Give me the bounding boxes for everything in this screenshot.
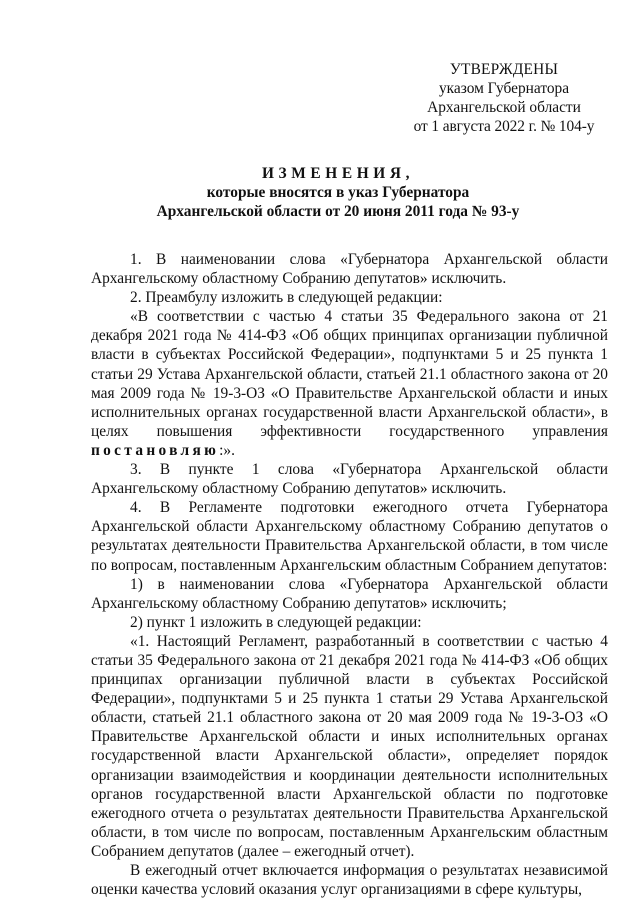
document-heading xyxy=(90,164,586,221)
paragraph-item-4: 4. В Регламенте подготовки ежегодного отчета Губернатора Архангельской области Архангельскому областному Собранию депутатов о результатах деятельности Правительства Архангельской области, в том числе по вопросам, поставленным Архангельским областным Собранием депутатов: xyxy=(91,499,608,574)
document-subtitle-line2: Архангельской области от 20 июня 2011 года № 93-у xyxy=(156,203,520,220)
approval-stamp xyxy=(399,60,609,136)
document-subtitle-line1: которые вносятся в указ Губернатора xyxy=(206,184,470,201)
paragraph-annual-report: В ежегодный отчет включается информация о результатах независимой оценки качества условий оказания услуг организациями в сфере культуры, xyxy=(91,862,608,899)
document-body xyxy=(91,250,608,899)
paragraph-item-1: 1. В наименовании слова «Губернатора Архангельской области Архангельскому областному Собранию депутатов» исключить. xyxy=(91,251,608,288)
paragraph-subitem-2: 2) пункт 1 изложить в следующей редакции: xyxy=(130,613,422,631)
paragraph-regulation-text: «1. Настоящий Регламент, разработанный в соответствии с частью 4 статьи 35 Федерального закона от 21 декабря 2021 года № 414-ФЗ «Об общих принципах организации публичной власти в субъектах Российской Федерации», подпунктами 5 и 25 пункта 1 статьи 29 Устава Архангельской области, статьей 21.1 областного закона от 20 мая 2009 года № 19-3-ОЗ «О Правительстве Архангельской области и иных исполнительных органах государственной власти Архангельской области», определяет порядок организации взаимодействия и координации деятельности исполнительных органов государственной власти Архангельской области по подготовке ежегодного отчета о результатах деятельности Правительства Архангельской области, в том числе по вопросам, поставленным Архангельским областным Собранием депутатов (далее – ежегодный отчет). xyxy=(91,632,608,860)
paragraph-subitem-1: 1) в наименовании слова «Губернатора Архангельской области Архангельскому областному Собранию депутатов» исключить; xyxy=(91,575,608,612)
preamble-text: «В соответствии с частью 4 статьи 35 Федерального закона от 21 декабря 2021 года № 414-ФЗ «Об общих принципах организации публичной власти в субъектах Российской Федерации», подпунктами 5 и 25 пункта 1 статьи 29 Устава Архангельской области, статьей 21.1 областного закона от 20 мая 2009 года № 19-3-ОЗ «О Правительстве Архангельской области и иных исполнительных органах государственной власти Архангельской области», в целях повышения эффективности государственного управления xyxy=(91,308,608,440)
approval-issuer: указом Губернатора xyxy=(438,80,570,97)
document-title: ИЗМЕНЕНИЯ, xyxy=(261,165,415,182)
approval-date: от 1 августа 2022 г. № 104-у xyxy=(413,118,595,135)
approval-region: Архангельской области xyxy=(427,99,581,116)
paragraph-item-2: 2. Преамбулу изложить в следующей редакции: xyxy=(130,289,443,307)
preamble-ending: :». xyxy=(219,441,235,459)
approval-title: УТВЕРЖДЕНЫ xyxy=(449,61,559,78)
preamble-spaced-word: постановляю xyxy=(91,441,220,459)
paragraph-preamble xyxy=(91,307,608,460)
paragraph-item-3: 3. В пункте 1 слова «Губернатора Архангельской области Архангельскому областному Собранию депутатов» исключить. xyxy=(91,461,608,498)
